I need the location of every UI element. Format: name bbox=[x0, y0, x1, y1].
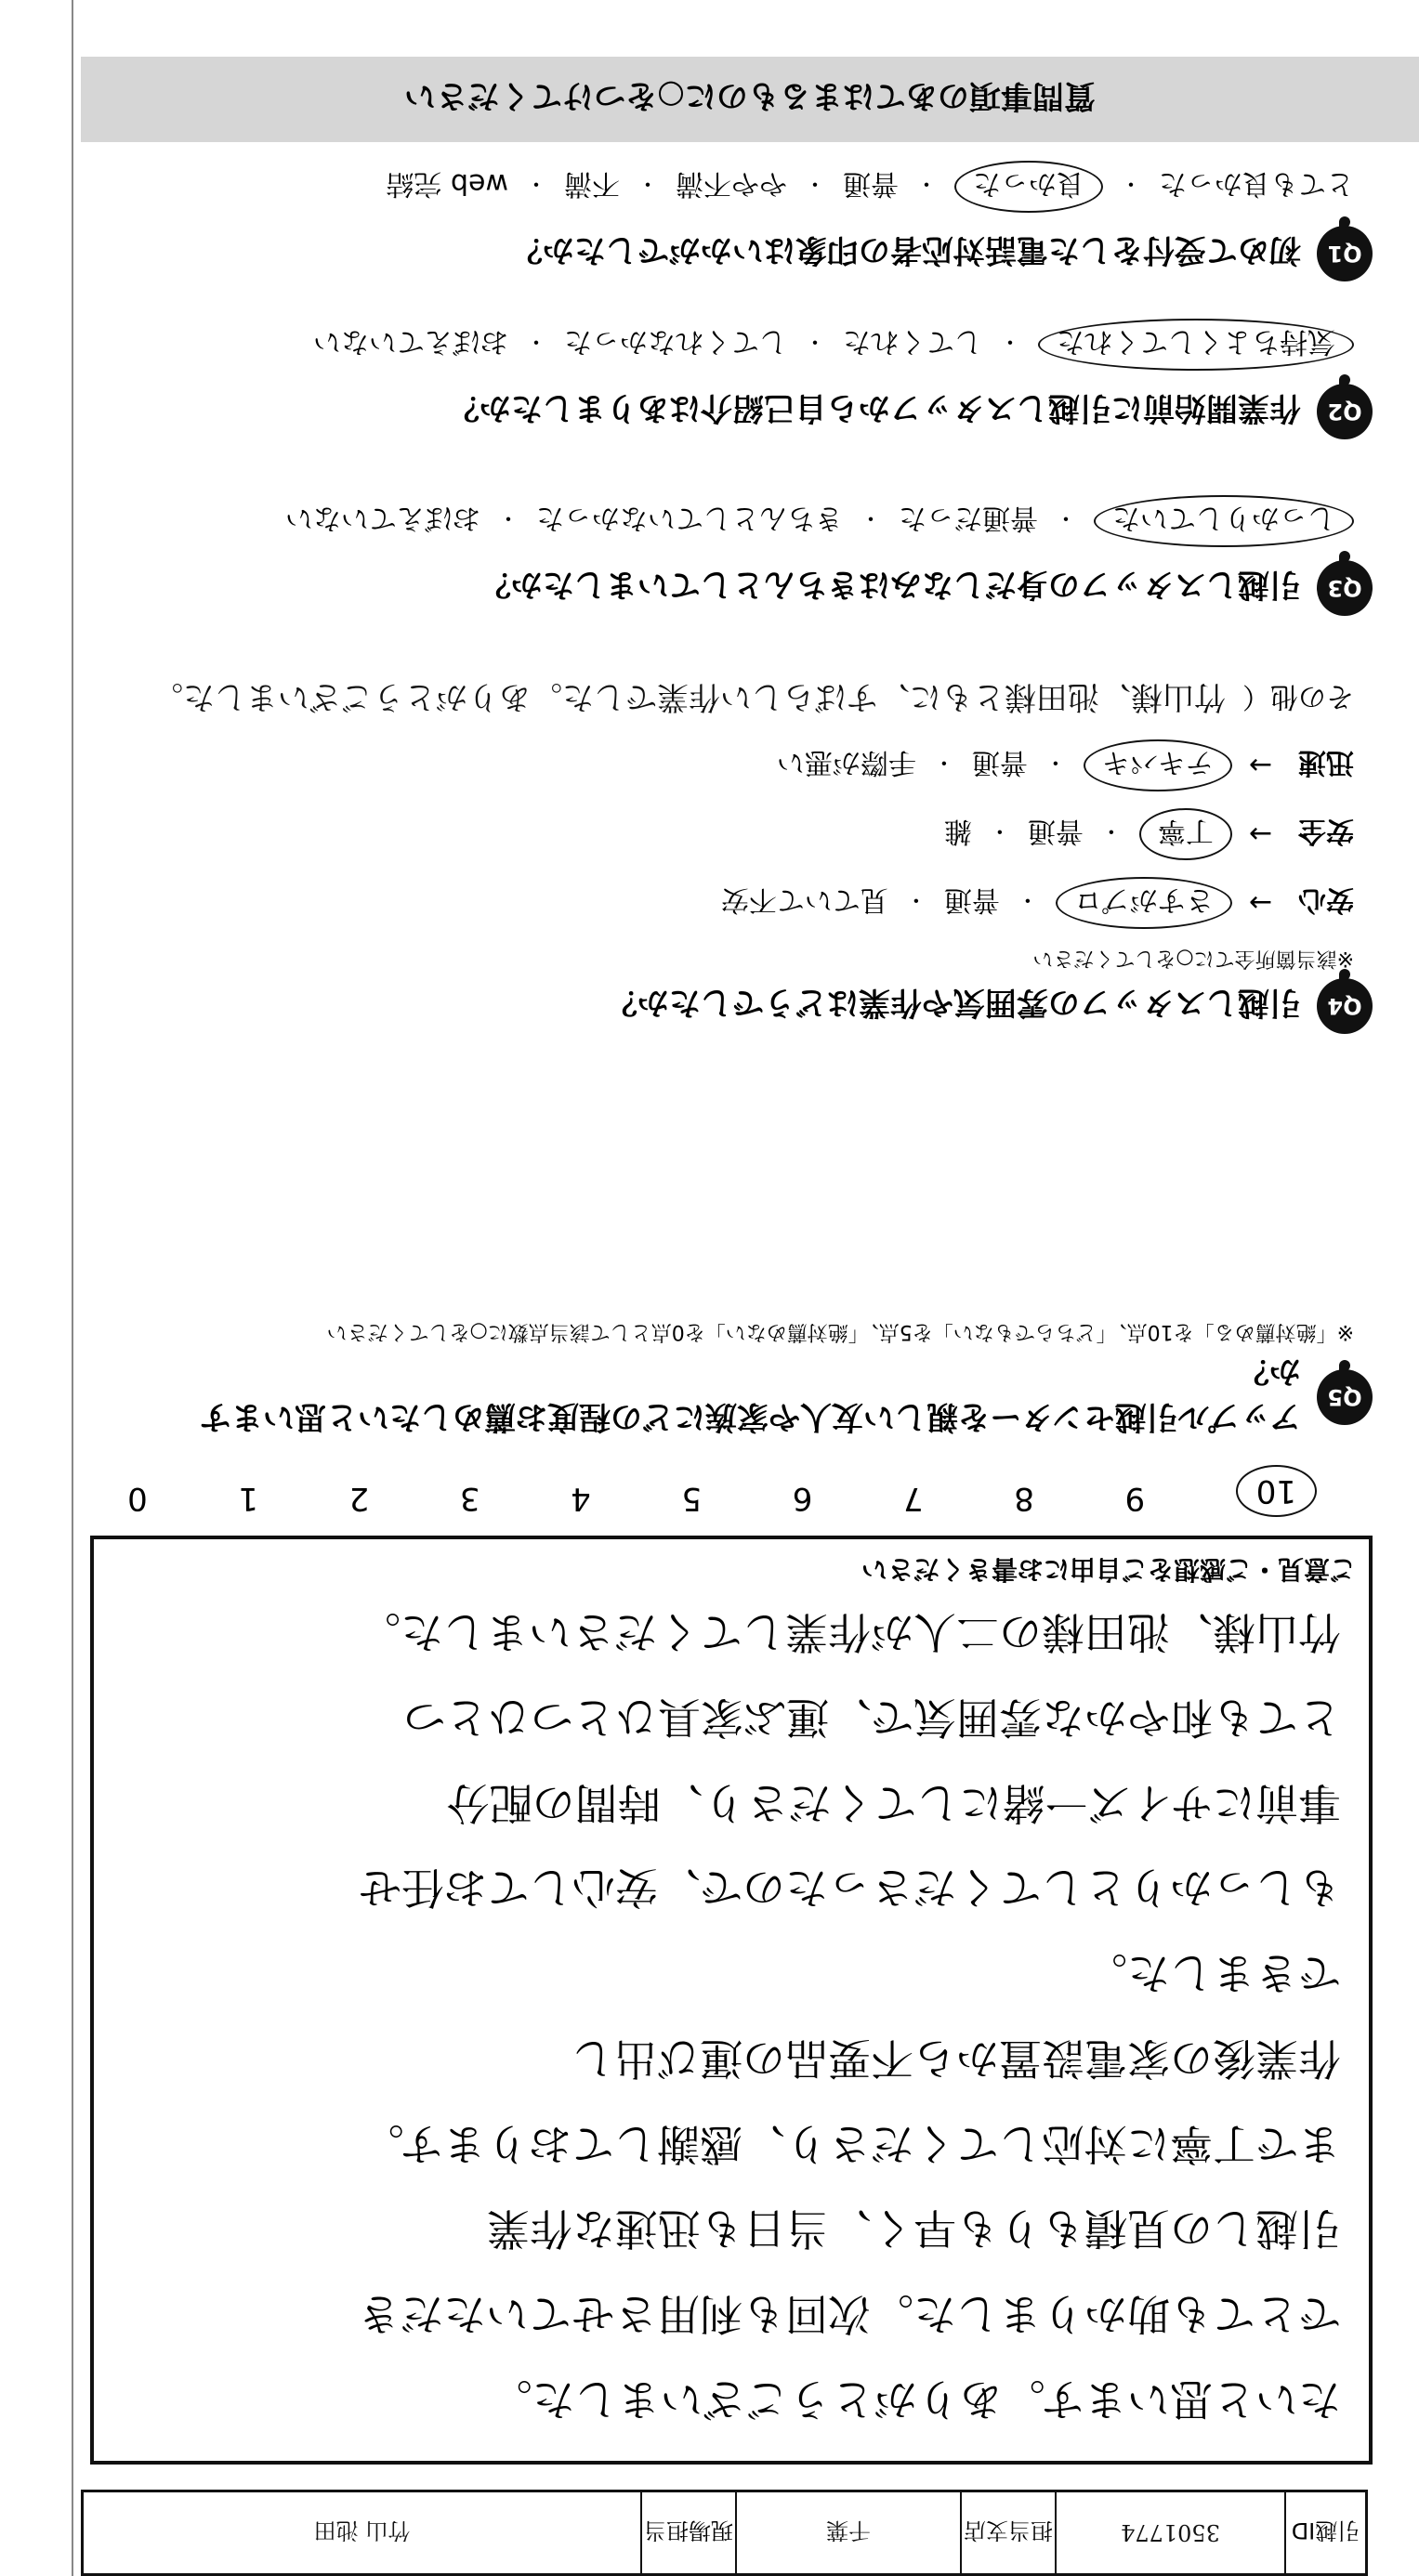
q1-options: とても良かった ・ 良かった ・ 普通 ・ やや不満 ・ 不満 ・ web 完結 bbox=[90, 161, 1354, 213]
q4-option[interactable]: 手際が悪い bbox=[776, 746, 916, 778]
q4-other bbox=[90, 677, 1354, 723]
q4-option-selected[interactable]: テキパキ bbox=[1084, 739, 1232, 791]
q4-option[interactable]: 普通 bbox=[971, 746, 1028, 778]
q4-option[interactable]: 普通 bbox=[943, 883, 1000, 916]
question-2 bbox=[90, 319, 1373, 439]
question-1 bbox=[90, 161, 1373, 281]
comment-line: たいと思います。ありがとうございました。 bbox=[489, 2374, 1341, 2425]
comment-line: まで丁寧に対応してくださり、感謝しております。 bbox=[361, 2118, 1341, 2169]
q5-note: ※「絶対薦める」を10点、「どちらでもない」を5点、「絶対薦めない」を0点として該当点数に○をしてください bbox=[326, 1320, 1354, 1343]
q3-option-selected[interactable]: しっかりしていた bbox=[1094, 495, 1354, 547]
q1-title: 初めて受付をした電話対応者の印象はいかがでしたか？ bbox=[510, 231, 1301, 269]
q1-option[interactable]: やや不満 bbox=[676, 167, 787, 200]
q3-title: 引越しスタッフの身だしなみはきちんとしていましたか？ bbox=[479, 566, 1301, 604]
question-3 bbox=[90, 495, 1373, 616]
header-table bbox=[81, 2490, 1368, 2576]
q4-row-anzen: 安全 → 丁寧 ・ 普通 ・ 雑 bbox=[90, 808, 1354, 860]
q4-option-selected[interactable]: さすがプロ bbox=[1056, 877, 1232, 929]
comment-line: 事前にサイズ一緒にしてくださり、時間の配分 bbox=[446, 1777, 1341, 1828]
q4-row-jinsoku: 迅速 → テキパキ ・ 普通 ・ 手際が悪い bbox=[90, 739, 1354, 791]
q2-option[interactable]: おぼえていない bbox=[313, 325, 508, 358]
q4-badge: Q4 bbox=[1317, 978, 1373, 1034]
comment-line: 引越しの見積もりも早く、当日も迅速な作業 bbox=[486, 2203, 1341, 2255]
q5-score[interactable]: 8 bbox=[1014, 1480, 1034, 1517]
q3-option[interactable]: 普通だった bbox=[899, 502, 1038, 534]
q5-score[interactable]: 1 bbox=[238, 1480, 258, 1517]
q5-score[interactable]: 3 bbox=[459, 1480, 480, 1517]
page-edge-line bbox=[72, 0, 73, 2576]
comments-box[interactable] bbox=[90, 1536, 1373, 2465]
q1-option[interactable]: 普通 bbox=[843, 167, 899, 200]
question-4 bbox=[90, 660, 1373, 1034]
leader-label: 現場担当 bbox=[640, 2492, 735, 2573]
q4-row-anshin: 安心 → さすがプロ ・ 普通 ・ 見ていて不安 bbox=[90, 877, 1354, 929]
q4-row-label: 迅速 bbox=[1298, 746, 1354, 778]
comment-line: 作業後の家電設置から不要品の運び出し bbox=[572, 2033, 1341, 2084]
q1-option[interactable]: web 完結 bbox=[386, 167, 508, 200]
branch-value: 千葉 bbox=[735, 2492, 960, 2573]
q3-options: しっかりしていた ・ 普通だった ・ きちんとしていなかった ・ おぼえていない bbox=[90, 495, 1354, 547]
q2-title: 作業開始前に引越しスタッフから自己紹介はありましたか？ bbox=[447, 389, 1301, 427]
instruction-banner: 質問事項のあてはまるものに○をつけてください bbox=[81, 57, 1419, 142]
q1-option-selected[interactable]: 良かった bbox=[954, 161, 1103, 213]
q4-row-label: 安全 bbox=[1298, 815, 1354, 847]
q5-score[interactable]: 4 bbox=[571, 1480, 591, 1517]
comments-title: ご意見・ご感想をご自由にお書きください bbox=[861, 1554, 1356, 1585]
comment-line: 竹山様、池田様の二人が作業してくださいました。 bbox=[358, 1607, 1341, 1658]
q5-scale bbox=[127, 1465, 1317, 1517]
comment-line: とても和やかな雰囲気で、運ぶ家具ひとつひとつ bbox=[402, 1692, 1341, 1743]
q4-option-selected[interactable]: 丁寧 bbox=[1139, 808, 1232, 860]
question-5 bbox=[90, 1319, 1373, 1443]
q1-badge: Q1 bbox=[1317, 226, 1373, 281]
q5-score[interactable]: 6 bbox=[792, 1480, 813, 1517]
q5-title: アップル引越センターを親しい友人や家族にどの程度お薦めしたいと思いますか？ bbox=[200, 1353, 1301, 1435]
comment-line: できました。 bbox=[1084, 1948, 1341, 1999]
q2-option-selected[interactable]: 気持ちよくしてくれた bbox=[1038, 319, 1354, 371]
q5-score-selected[interactable]: 10 bbox=[1236, 1465, 1317, 1517]
q4-title: 引越しスタッフの雰囲気や作業はどうでしたか？ bbox=[605, 984, 1301, 1022]
q5-score[interactable]: 7 bbox=[902, 1480, 924, 1517]
q5-score[interactable]: 2 bbox=[348, 1480, 370, 1517]
q1-option[interactable]: 不満 bbox=[564, 167, 620, 200]
q2-badge: Q2 bbox=[1317, 384, 1373, 439]
q4-note: ※該当箇所全てに○をしてください bbox=[1032, 947, 1354, 970]
q4-other-label: その他（ bbox=[1242, 680, 1354, 713]
id-value: 3501774 bbox=[1055, 2492, 1284, 2573]
q4-option[interactable]: 普通 bbox=[1027, 815, 1084, 847]
q5-score[interactable]: 9 bbox=[1124, 1480, 1146, 1517]
q1-option[interactable]: とても良かった bbox=[1159, 167, 1354, 200]
q4-other-text[interactable]: 竹山様、池田様ともに、すばらしい作業でした。ありがとうございました。 bbox=[151, 678, 1226, 715]
q5-score[interactable]: 5 bbox=[681, 1480, 703, 1517]
id-label: 引越ID bbox=[1284, 2492, 1365, 2573]
branch-label: 担当支店 bbox=[960, 2492, 1055, 2573]
q3-badge: Q3 bbox=[1317, 560, 1373, 616]
q5-badge: Q5 bbox=[1317, 1369, 1373, 1425]
q3-option[interactable]: おぼえていない bbox=[285, 502, 480, 534]
leader-value: 竹山 池田 bbox=[313, 2517, 411, 2543]
comments-lines bbox=[122, 1604, 1341, 2433]
q2-options: 気持ちよくしてくれた ・ してくれた ・ してくれなかった ・ おぼえていない bbox=[90, 319, 1354, 371]
q4-row-label: 安心 bbox=[1298, 883, 1354, 916]
q5-score[interactable]: 0 bbox=[127, 1480, 148, 1517]
q2-option[interactable]: してくれなかった bbox=[564, 325, 787, 358]
comment-line: でとても助かりました。次回も利用させていただき bbox=[358, 2289, 1341, 2340]
q2-option[interactable]: してくれた bbox=[843, 325, 982, 358]
q4-option[interactable]: 見ていて不安 bbox=[720, 883, 888, 916]
comment-line: もしっかりとしてくださったので、安心してお任せ bbox=[358, 1863, 1341, 1914]
q3-option[interactable]: きちんとしていなかった bbox=[536, 502, 843, 534]
q4-option[interactable]: 雑 bbox=[943, 815, 972, 847]
